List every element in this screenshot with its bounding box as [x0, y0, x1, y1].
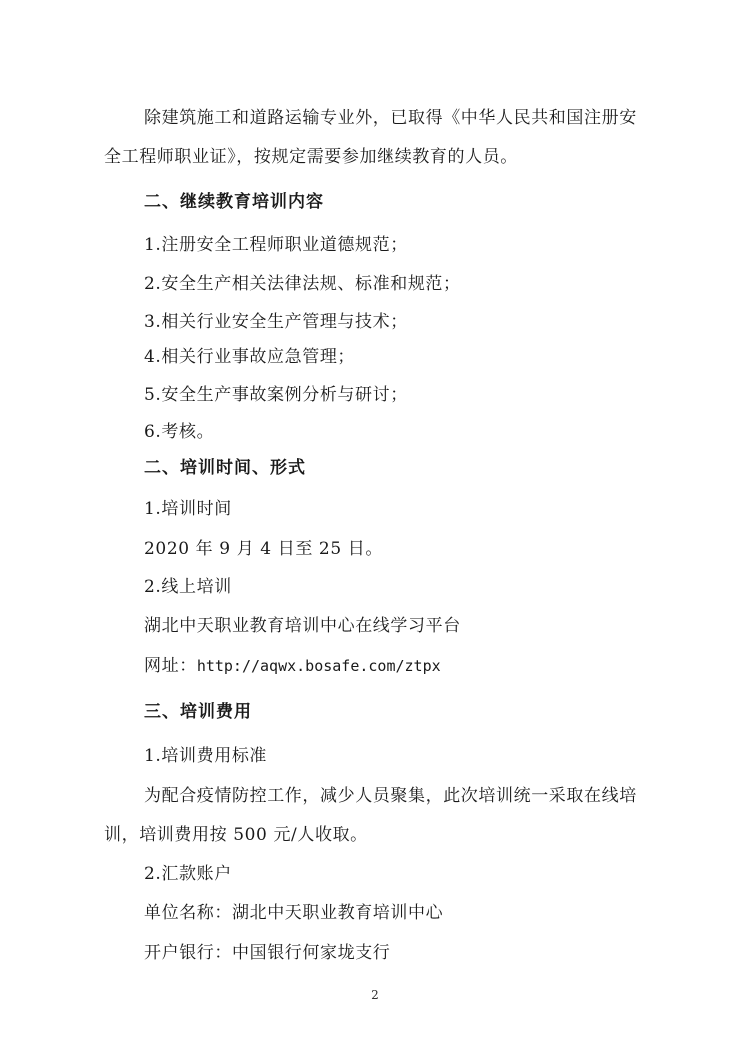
section-heading-time: 二、培训时间、形式 [144, 458, 306, 478]
content-item-6: 6.考核。 [144, 422, 215, 442]
intro-line-2: 全工程师职业证》，按规定需要参加继续教育的人员。 [104, 147, 518, 167]
url-label: 网址： [144, 656, 197, 676]
section-heading-fee: 三、培训费用 [144, 702, 252, 722]
page-number: 2 [371, 988, 379, 1002]
unit-name: 单位名称：湖北中天职业教育培训中心 [144, 903, 444, 923]
online-label: 2.线上培训 [144, 577, 232, 597]
fee-standard-line-1: 为配合疫情防控工作，减少人员聚集，此次培训统一采取在线培 [144, 786, 637, 806]
content-item-2: 2.安全生产相关法律法规、标准和规范； [144, 274, 461, 294]
account-label: 2.汇款账户 [144, 864, 232, 884]
time-label: 1.培训时间 [144, 499, 232, 519]
bank-name: 开户银行：中国银行何家垅支行 [144, 943, 391, 963]
section-heading-content: 二、继续教育培训内容 [144, 192, 324, 212]
content-item-1: 1.注册安全工程师职业道德规范； [144, 235, 408, 255]
url-link: http://aqwx.bosafe.com/ztpx [196, 657, 441, 675]
content-item-3: 3.相关行业安全生产管理与技术； [144, 312, 408, 332]
content-item-4: 4.相关行业事故应急管理； [144, 347, 356, 367]
platform-name: 湖北中天职业教育培训中心在线学习平台 [144, 616, 461, 636]
url-line [144, 654, 441, 678]
time-value: 2020 年 9 月 4 日至 25 日。 [144, 539, 383, 559]
content-item-5: 5.安全生产事故案例分析与研讨； [144, 385, 408, 405]
fee-standard-line-2: 训，培训费用按 500 元/人收取。 [104, 825, 368, 845]
intro-line-1: 除建筑施工和道路运输专业外，已取得《中华人民共和国注册安 [144, 108, 637, 128]
fee-standard-label: 1.培训费用标准 [144, 746, 268, 766]
